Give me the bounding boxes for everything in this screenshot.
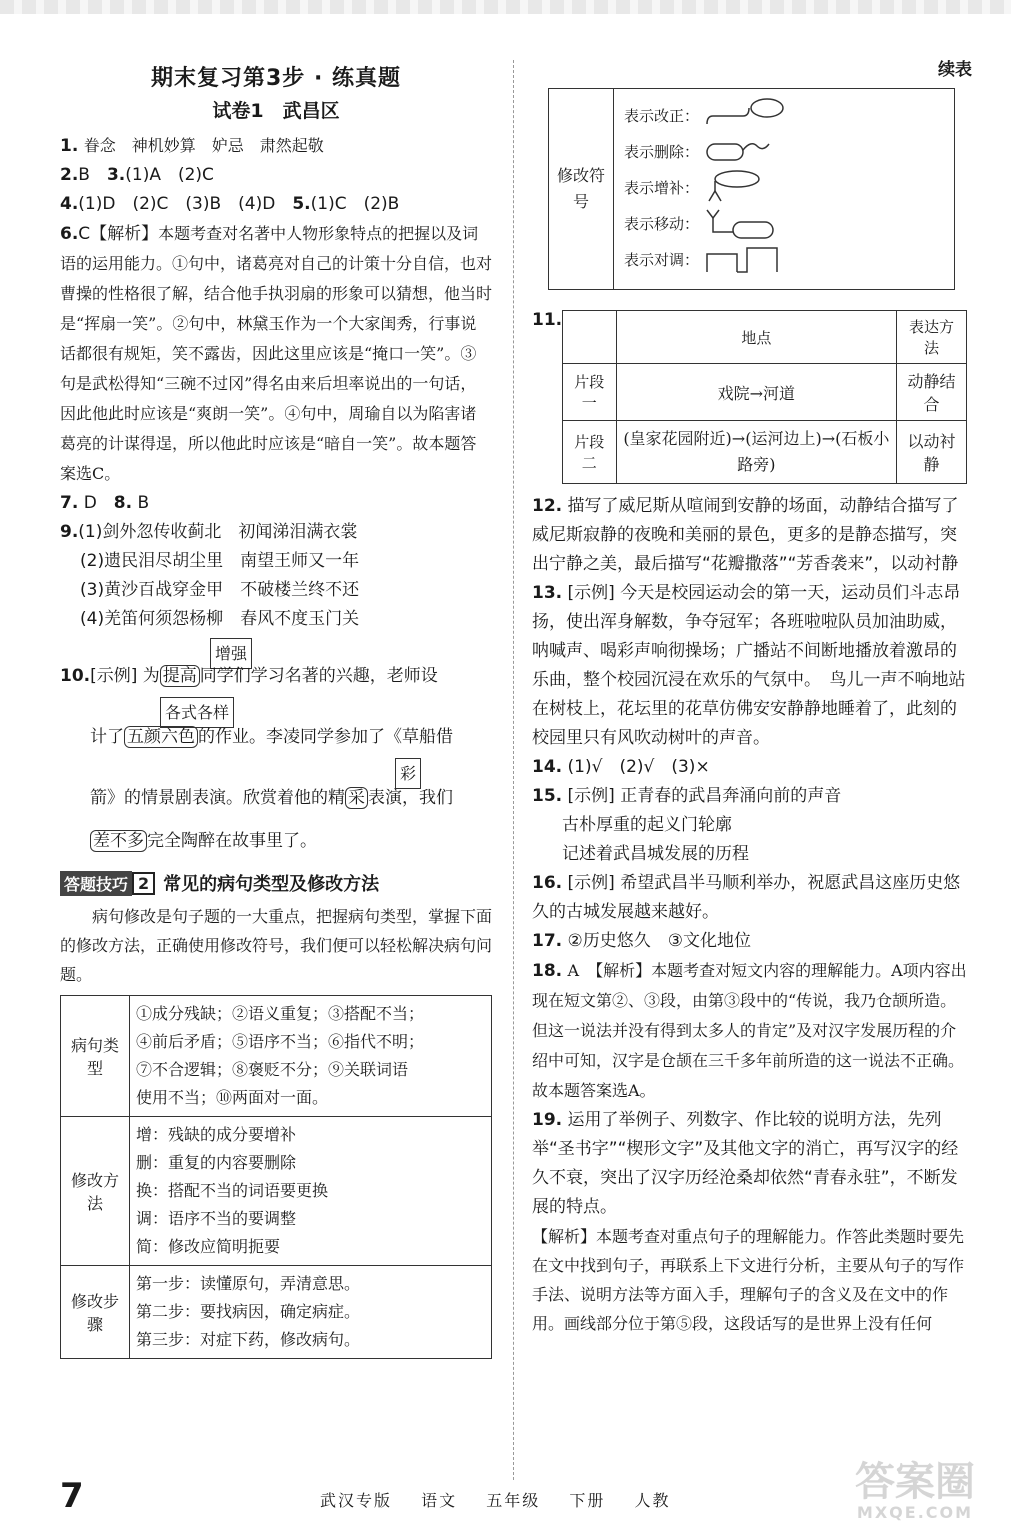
answer-10: 增强 10.[示例] 为 提高 同学们学习名著的兴趣，老师设 各式各样 计了 五颜六色 的作业。李凌同学参加了《草船借 彩 箭》的情景剧表演。欣赏着他的精 采 表演，我们 差不多 完全陶醉在故事里了。 <box>60 638 492 856</box>
correct-mark-icon <box>703 98 793 132</box>
page-subtitle: 试卷1 武昌区 <box>212 100 340 122</box>
insert-word-1: 增强 <box>210 638 252 669</box>
table-row: 片段二 (皇家花园附近)→(运河边上)→(石板小路旁) 以动衬静 <box>563 421 967 484</box>
table-row: 片段一 戏院→河道 动静结合 <box>563 364 967 421</box>
insert-word-3: 彩 <box>395 758 421 789</box>
answer-18: 18. A 【解析】本题考查对短文内容的理解能力。A项内容出现在短文第②、③段，由第③段中的“传说，我乃仓颉所造。但这一说法并没有得到太多人的肯定”及对汉字发展历程的介绍中可知，汉字是仓颉在三千多年前所造的这一说法不正确。故本题答案选A。 <box>532 961 967 1100</box>
right-column <box>532 55 972 1338</box>
table-row: 地点 表达方法 <box>563 311 967 364</box>
column-divider <box>513 60 514 1480</box>
symbol-move: 表示移动： <box>624 205 944 241</box>
delete-mark-icon <box>703 136 793 166</box>
answer-11-table <box>562 310 967 484</box>
answer-12: 12. 描写了威尼斯从喧闹到安静的场面，动静结合描写了威尼斯寂静的夜晚和美丽的景色，更多的是静态描写，突出宁静之美，最后描写“花瓣撒落”“芳香袭来”，以动衬静 <box>532 496 959 574</box>
table-row: 病句类型 ①成分残缺；②语义重复；③搭配不当； ④前后矛盾；⑤语序不当；⑥指代不明； ⑦不合逻辑；⑧褒贬不分；⑨关联词语 使用不当；⑩两面对一面。 <box>61 996 492 1117</box>
table-row: 修改步骤 第一步：读懂原句，弄清意思。 第二步：要找病因，确定病症。 第三步：对症下药，修改病句。 <box>61 1266 492 1359</box>
answer-11: 11. 地点 表达方法 片段一 戏院→河道 动静结合 片段二 (皇家花园附近)→(运河边上)→(石板小路旁) 以动衬静 <box>532 310 972 484</box>
footer-info: 武汉专版 语文 五年级 下册 人教 <box>320 1491 671 1510</box>
insert-mark-icon <box>703 169 793 205</box>
answer-9: 9.(1)剑外忽传收蓟北 初闻涕泪满衣裳 (2)遗民泪尽胡尘里 南望王师又一年 (3)黄沙百战穿金甲 不破楼兰终不还 (4)羌笛何须怨杨柳 春风不度玉门关 <box>60 522 360 629</box>
page-title: 期末复习第3步 · 练真题 <box>151 66 401 91</box>
symbol-correct: 表示改正： <box>624 97 944 133</box>
table-row: 修改方法 增：残缺的成分要增补 删：重复的内容要删除 换：搭配不当的词语要更换 调：语序不当的要调整 简：修改应简明扼要 <box>61 1117 492 1266</box>
page-number: 7 <box>60 1476 84 1516</box>
answer-14: 14. (1)√ (2)√ (3)× <box>532 757 710 777</box>
tips-badge: 答题技巧 <box>60 871 132 896</box>
left-column <box>60 55 492 1359</box>
swap-mark-icon <box>703 242 793 276</box>
answer-2-3: 2.B 3.(1)A (2)C <box>60 165 214 185</box>
page-footer <box>60 1476 972 1522</box>
symbol-delete: 表示删除： <box>624 133 944 169</box>
answer-19: 19. 运用了举例子、列数字、作比较的说明方法，先列举“圣书字”“楔形文字”及其他文字的消亡，再写汉字的经久不衰，突出了汉字历经沧桑却依然“青春永驻”，不断发展的特点。 【解析】本题考查对重点句子的理解能力。作答此类题时要先在文中找到句子，再联系上下文进行分析，主要从句子的写作手法、说明方法等方面入手，理解句子的含义及在文中的作用。画线部分位于第⑤段，这段话写的是世界上没有任何 <box>532 1110 965 1333</box>
page-top-edge <box>0 0 1011 14</box>
answer-7-8: 7. D 8. B <box>60 493 150 513</box>
answer-1: 1. 眷念 神机妙算 妒忌 肃然起敬 <box>60 136 324 156</box>
insert-word-2: 各式各样 <box>160 697 234 728</box>
tips-number: 2 <box>132 872 155 895</box>
deleted-word: 差不多 <box>90 830 147 852</box>
answer-17: 17. ②历史悠久 ③文化地位 <box>532 931 752 951</box>
symbol-swap: 表示对调： <box>624 241 944 277</box>
answer-4-5: 4.(1)D (2)C (3)B (4)D 5.(1)C (2)B <box>60 194 400 214</box>
corrected-word-1: 提高 <box>160 665 200 687</box>
corrected-word-2: 五颜六色 <box>124 726 198 748</box>
revision-symbols-table: 修改符号 表示改正： 表示删除： 表示增补： 表示移动： 表示对调： <box>548 88 955 290</box>
continued-label: 续表 <box>938 60 972 80</box>
tips-intro: 病句修改是句子题的一大重点，把握病句类型，掌握下面的修改方法，正确使用修改符号，我们便可以轻松解决病句问题。 <box>60 907 493 984</box>
watermark-logo: 答案圈 MXQE.COM <box>855 1459 975 1522</box>
answer-15: 15. [示例] 正青春的武昌奔涌向前的声音 古朴厚重的起义门轮廓 记述着武昌城发展的历程 <box>532 786 842 864</box>
answer-13: 13. [示例] 今天是校园运动会的第一天，运动员们斗志昂扬，使出浑身解数，争夺冠军；各班啦啦队员加油助威，呐喊声、喝彩声响彻操场；广播站不间断地播放着激昂的乐曲，整个校园沉浸在欢乐的气氛中。 鸟儿一声不响地站在树枝上，花坛里的花草仿佛安安静静地睡着了，此刻的校园里只有风吹动树叶的声音。 <box>532 583 966 748</box>
corrected-word-3: 采 <box>345 787 368 809</box>
tips-heading <box>60 870 492 896</box>
answer-6: 6.C【解析】本题考查对名著中人物形象特点的把握以及词语的运用能力。①句中，诸葛亮对自己的计策十分自信，也对曹操的性格很了解，结合他手执羽扇的形象可以猜想，他当时是“挥扇一笑”。②句中，林黛玉作为一个大家闺秀，行事说话都很有规矩，笑不露齿，因此这里应该是“掩口一笑”。③句是武松得知“三碗不过冈”得名由来后坦率说出的一句话，因此他此时应该是“爽朗一笑”。④句中，周瑜自以为陷害诸葛亮的计谋得逞，所以他此时应该是“暗自一笑”。故本题答案选C。 <box>60 224 493 483</box>
tips-title: 常见的病句类型及修改方法 <box>163 874 380 895</box>
answer-16: 16. [示例] 希望武昌半马顺利举办，祝愿武昌这座历史悠久的古城发展越来越好。 <box>532 873 961 922</box>
move-mark-icon <box>703 206 793 240</box>
symbol-insert: 表示增补： <box>624 169 944 205</box>
sentence-error-table <box>60 995 492 1359</box>
